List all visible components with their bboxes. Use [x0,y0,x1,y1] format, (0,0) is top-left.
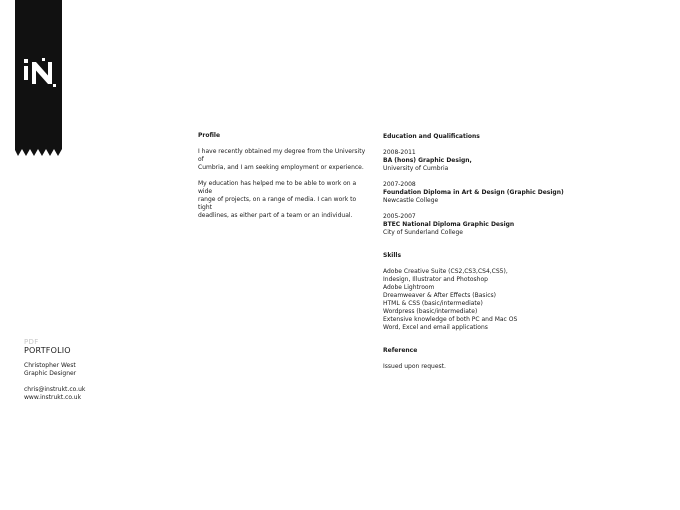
skills-heading: Skills [383,252,402,259]
reference-heading: Reference [383,347,418,354]
education-entry [383,181,583,205]
skill-item: Word, Excel and email applications [383,324,488,331]
education-years: 2008-2011 [383,149,416,156]
education-entry [383,213,583,237]
person-name: Christopher West [24,362,76,369]
profile-line: Cumbria, and I am seeking employment or experience. [198,164,364,171]
skills-section [383,252,583,332]
education-title: Foundation Diploma in Art & Design (Graphic Design) [383,189,564,196]
education-years: 2005-2007 [383,213,416,220]
contact-info [24,338,144,402]
education-title: BA (hons) Graphic Design, [383,157,472,164]
instrukt-monogram-icon [15,0,62,156]
skill-item: HTML & CSS (basic/intermediate) [383,300,483,307]
profile-paragraph [198,148,368,172]
education-institution: Newcastle College [383,197,439,204]
skill-item: Dreamweaver & After Effects (Basics) [383,292,496,299]
person-role: Graphic Designer [24,370,77,377]
profile-line: deadlines, as either part of a team or an individual. [198,212,353,219]
profile-heading: Profile [198,132,221,139]
profile-line: My education has helped me to be able to work on a wide [198,180,357,195]
education-heading: Education and Qualifications [383,133,480,140]
education-title: BTEC National Diploma Graphic Design [383,221,515,228]
skill-item: Adobe Creative Suite (CS2,CS3,CS4,CS5), [383,268,508,275]
skill-item: Extensive knowledge of both PC and Mac OS [383,316,518,323]
skill-item: Wordpress (basic/intermediate) [383,308,478,315]
portfolio-label: PORTFOLIO [24,346,71,355]
reference-section [383,347,583,371]
profile-line: range of projects, on a range of media. I can work to tight [198,196,357,211]
logo-ribbon [15,0,62,156]
education-entry [383,149,583,173]
email-link[interactable]: chris@instrukt.co.uk [24,386,86,393]
skill-item: Adobe Lightroom [383,284,435,291]
profile-paragraph [198,180,368,220]
reference-text: Issued upon request. [383,363,446,370]
skill-item: Indesign, Illustrator and Photoshop [383,276,488,283]
education-years: 2007-2008 [383,181,416,188]
profile-line: I have recently obtained my degree from the University of [198,148,366,163]
skills-list [383,268,583,332]
pdf-label: PDF [24,338,39,346]
education-institution: City of Sunderland College [383,229,463,236]
education-column [383,133,583,371]
education-institution: University of Cumbria [383,165,449,172]
website-link[interactable]: www.instrukt.co.uk [24,394,82,401]
profile-section [198,132,368,228]
